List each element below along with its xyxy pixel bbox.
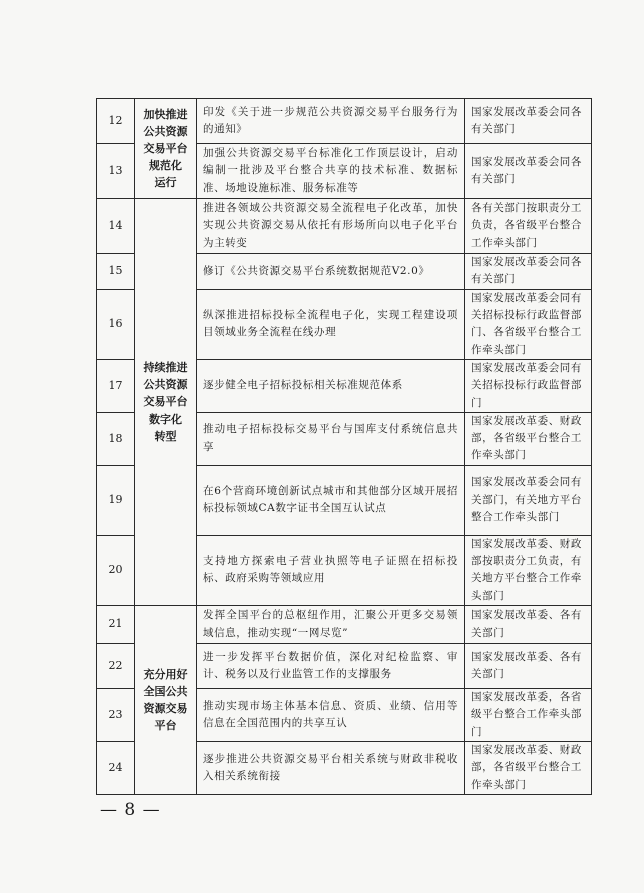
category-line: 公共资源 bbox=[143, 378, 188, 392]
responsible-department: 各有关部门按职责分工负责，各省级平台整合工作牵头部门 bbox=[465, 199, 592, 254]
responsible-department: 国家发展改革委，各省级平台整合工作牵头部门 bbox=[465, 689, 592, 742]
task-description: 推动实现市场主体基本信息、资质、业绩、信用等信息在全国范围内的共享互认 bbox=[197, 689, 465, 742]
responsible-department: 国家发展改革委、财政部，各省级平台整合工作牵头部门 bbox=[465, 412, 592, 465]
responsible-department: 国家发展改革委会同各有关部门 bbox=[465, 144, 592, 199]
category-cell bbox=[135, 199, 197, 606]
row-number: 17 bbox=[97, 359, 135, 412]
row-number: 20 bbox=[97, 535, 135, 605]
responsible-department: 国家发展改革委、各有关部门 bbox=[465, 644, 592, 689]
task-table bbox=[96, 98, 592, 795]
responsible-department: 国家发展改革委、财政部，各省级平台整合工作牵头部门 bbox=[465, 741, 592, 794]
responsible-department: 国家发展改革委、财政部按职责分工负责，有关地方平台整合工作牵头部门 bbox=[465, 535, 592, 605]
task-description: 进一步发挥平台数据价值，深化对纪检监察、审计、税务以及行业监管工作的支撑服务 bbox=[197, 644, 465, 689]
row-number: 16 bbox=[97, 289, 135, 359]
responsible-department: 国家发展改革委会同各有关部门 bbox=[465, 254, 592, 290]
row-number: 24 bbox=[97, 741, 135, 794]
row-number: 14 bbox=[97, 199, 135, 254]
category-line: 全国公共 bbox=[143, 684, 188, 698]
page-number: — 8 — bbox=[100, 800, 161, 820]
task-description: 印发《关于进一步规范公共资源交易平台服务行为的通知》 bbox=[197, 99, 465, 144]
task-description: 逐步推进公共资源交易平台相关系统与财政非税收入相关系统衔接 bbox=[197, 741, 465, 794]
row-number: 15 bbox=[97, 254, 135, 290]
task-description: 逐步健全电子招标投标相关标准规范体系 bbox=[197, 359, 465, 412]
category-line: 规范化 bbox=[149, 159, 182, 173]
responsible-department: 国家发展改革委会同有关招标投标行政监督部门 bbox=[465, 359, 592, 412]
row-number: 23 bbox=[97, 689, 135, 742]
task-description: 推进各领域公共资源交易全流程电子化改革，加快实现公共资源交易从依托有形场所向以电子化平台为主转变 bbox=[197, 199, 465, 254]
category-line: 转型 bbox=[154, 429, 177, 443]
row-number: 22 bbox=[97, 644, 135, 689]
category-line: 运行 bbox=[154, 176, 177, 190]
category-cell bbox=[135, 606, 197, 795]
category-line: 持续推进 bbox=[143, 361, 188, 375]
task-description: 支持地方探索电子营业执照等电子证照在招标投标、政府采购等领域应用 bbox=[197, 535, 465, 605]
row-number: 13 bbox=[97, 144, 135, 199]
row-number: 12 bbox=[97, 99, 135, 144]
task-description: 推动电子招标投标交易平台与国库支付系统信息共享 bbox=[197, 412, 465, 465]
responsible-department: 国家发展改革委会同有关部门，有关地方平台整合工作牵头部门 bbox=[465, 465, 592, 535]
task-description: 发挥全国平台的总枢纽作用，汇聚公开更多交易领域信息，推动实现“一网尽览” bbox=[197, 606, 465, 644]
task-description: 修订《公共资源交易平台系统数据规范V2.0》 bbox=[197, 254, 465, 290]
row-number: 19 bbox=[97, 465, 135, 535]
category-line: 交易平台 bbox=[143, 395, 188, 409]
category-line: 交易平台 bbox=[143, 141, 188, 155]
task-description: 加强公共资源交易平台标准化工作顶层设计，启动编制一批涉及平台整合共享的技术标准、数据标准、场地设施标准、服务标准等 bbox=[197, 144, 465, 199]
category-line: 资源交易 bbox=[143, 701, 188, 715]
category-line: 充分用好 bbox=[143, 667, 188, 681]
responsible-department: 国家发展改革委、各有关部门 bbox=[465, 606, 592, 644]
task-description: 纵深推进招标投标全流程电子化，实现工程建设项目领域业务全流程在线办理 bbox=[197, 289, 465, 359]
table-row bbox=[97, 99, 592, 144]
table-row bbox=[97, 606, 592, 644]
category-line: 加快推进 bbox=[143, 107, 188, 121]
category-cell bbox=[135, 99, 197, 199]
table-row bbox=[97, 199, 592, 254]
row-number: 21 bbox=[97, 606, 135, 644]
task-description: 在6个营商环境创新试点城市和其他部分区域开展招标投标领域CA数字证书全国互认试点 bbox=[197, 465, 465, 535]
task-table-body bbox=[97, 99, 592, 795]
category-line: 数字化 bbox=[149, 412, 182, 426]
row-number: 18 bbox=[97, 412, 135, 465]
responsible-department: 国家发展改革委会同有关招标投标行政监督部门、各省级平台整合工作牵头部门 bbox=[465, 289, 592, 359]
category-line: 公共资源 bbox=[143, 124, 188, 138]
responsible-department: 国家发展改革委会同各有关部门 bbox=[465, 99, 592, 144]
category-line: 平台 bbox=[154, 718, 177, 732]
